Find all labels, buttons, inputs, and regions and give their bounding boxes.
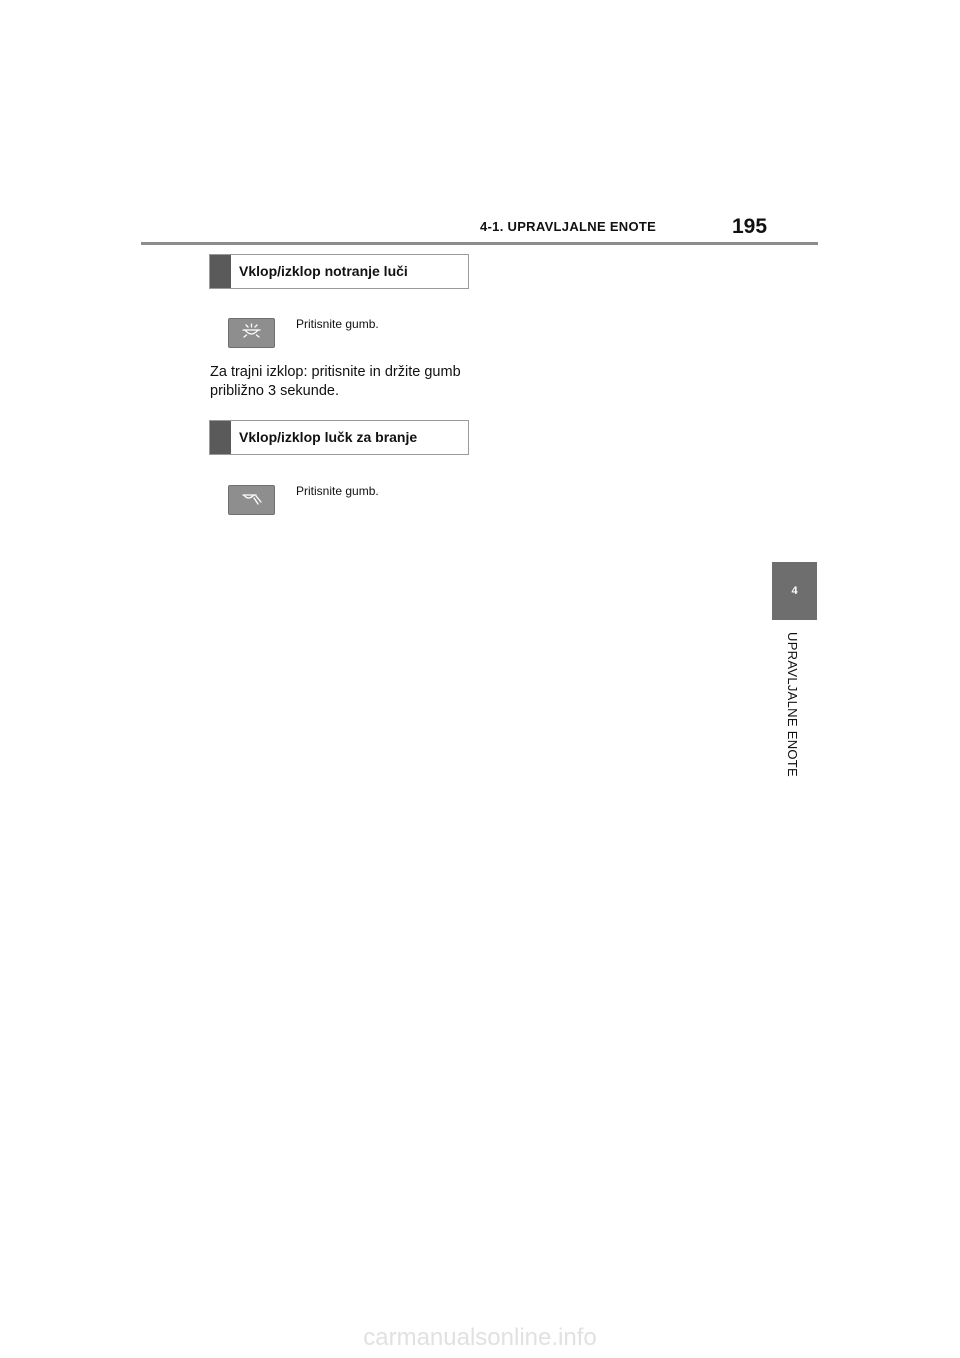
page-number: 195 — [732, 215, 768, 238]
body-paragraph: Za trajni izklop: pritisnite in držite gumb približno 3 sekunde. — [210, 364, 461, 399]
chapter-label: UPRAVLJALNE ENOTE — [785, 632, 800, 778]
section-heading-text: Vklop/izklop notranje luči — [239, 263, 408, 279]
chapter-number: 4 — [791, 585, 798, 597]
section-heading-text: Vklop/izklop lučk za branje — [239, 429, 418, 445]
caption-press-button: Pritisnite gumb. — [296, 317, 379, 331]
interior-light-icon — [229, 319, 274, 347]
reading-light-button-image — [228, 485, 275, 515]
watermark: carmanualsonline.info — [363, 1324, 597, 1351]
chapter-tab — [772, 562, 817, 620]
section-label: 4-1. UPRAVLJALNE ENOTE — [480, 219, 657, 234]
header-rule — [141, 242, 818, 245]
interior-light-button-image — [228, 318, 275, 348]
heading-bar — [210, 421, 231, 454]
section-heading-reading-light — [209, 420, 469, 455]
heading-bar — [210, 255, 231, 288]
reading-light-icon — [229, 486, 274, 514]
section-heading-interior-light — [209, 254, 469, 289]
caption-press-button: Pritisnite gumb. — [296, 484, 379, 498]
